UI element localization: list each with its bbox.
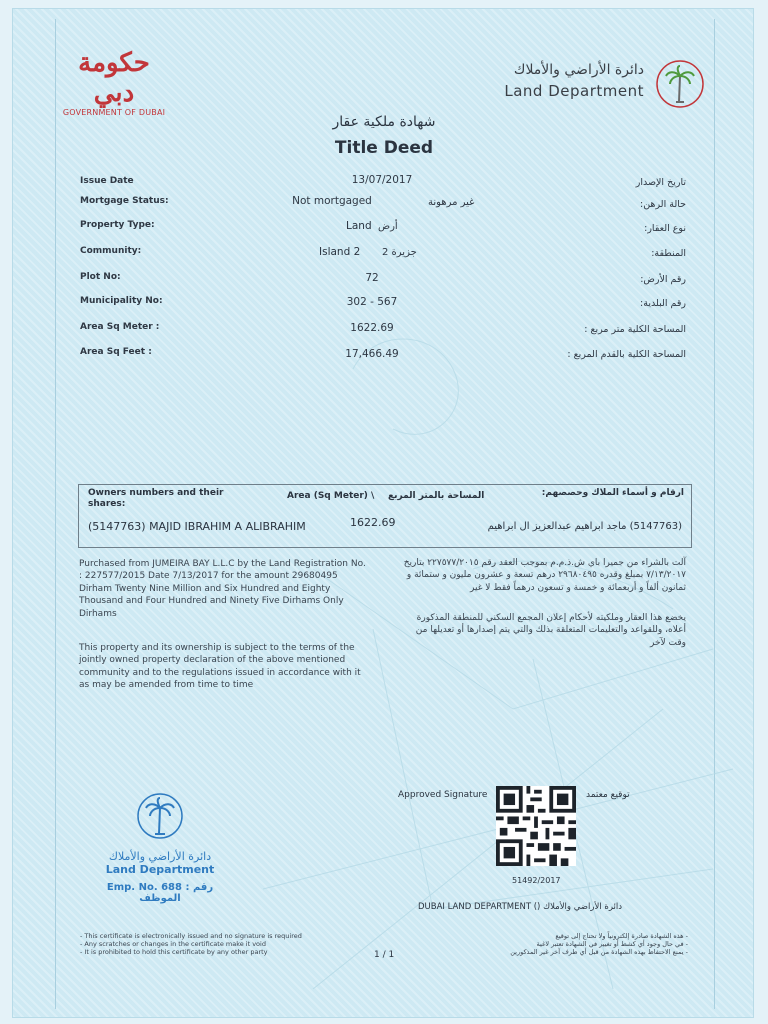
field-label-plot-no-ar: رقم الأرض:: [640, 274, 686, 285]
area-header: Area (Sq Meter) \: [287, 491, 375, 501]
field-value-mortgage-ar: غير مرهونة: [428, 197, 475, 208]
field-label-issue-date: Issue Date: [80, 176, 134, 186]
field-value-area-sqft: 17,466.49: [345, 348, 399, 360]
owners-header: Owners numbers and their shares:: [88, 488, 224, 509]
area-header-ar: المساحة بالمتر المربع: [388, 491, 485, 501]
field-value-community: Island 2: [319, 246, 361, 258]
footer-note: - This certificate is electronically issued and no signature is required: [80, 932, 302, 940]
owner-name-ar: (5147763) ماجد ابراهيم عبدالعزيز ال ابراهيم: [487, 521, 682, 532]
owners-header-ar: ارقام و أسماء الملاك وحصصهم:: [541, 488, 684, 498]
field-label-municipality-no-ar: رقم البلدية:: [640, 298, 686, 309]
palm-tree-icon: [654, 58, 706, 110]
footer-note: - Any scratches or changes in the certificate make it void: [80, 940, 266, 948]
footer-note-ar: - في حال وجود أي كشط أو تغيير في الشهادة تعتبر لاغية: [536, 940, 688, 948]
field-value-issue-date: 13/07/2017: [351, 174, 413, 186]
page-number: 1 / 1: [374, 950, 395, 960]
footer-notes-ar: [430, 932, 688, 956]
title-arabic: شهادة ملكية عقار: [332, 114, 436, 130]
field-label-property-type-ar: نوع العقار:: [644, 223, 686, 234]
qr-code-icon: [496, 786, 576, 866]
field-value-property-type-ar: أرض: [378, 221, 398, 232]
qr-number: 51492/2017: [512, 876, 561, 885]
footer-note-ar: - يمنع الاحتفاظ بهذه الشهادة من قبل أي طرف آخر غير المذكورين: [510, 948, 688, 956]
owner-name: (5147763) MAJID IBRAHIM A ALIBRAHIM: [88, 520, 306, 533]
approved-signature-label: Approved Signature: [398, 790, 488, 800]
approved-signature-label-ar: توقيع معتمد: [586, 790, 630, 800]
dld-logo-arabic: دائرة الأراضي والأملاك: [513, 62, 644, 78]
land-department-logo: [494, 62, 710, 110]
government-of-dubai-logo: [54, 48, 174, 117]
field-label-mortgage: Mortgage Status:: [80, 196, 169, 206]
footer-note: - It is prohibited to hold this certificate by any other party: [80, 948, 268, 956]
purchase-paragraph: Purchased from JUMEIRA BAY L.L.C by the Land Registration No. : 227577/2015 Date 7/13/2017 for the amount 29680495 Dirham Twenty Nine Million and Six Hundred and Eighty Thousand and Four Hundred and Ninety Five Dirhams Only Dirhams: [79, 559, 366, 619]
field-label-property-type: Property Type:: [80, 220, 155, 230]
owner-area: 1622.69: [350, 516, 396, 529]
dld-logo-english: Land Department: [504, 82, 644, 100]
field-value-area-sqm: 1622.69: [350, 322, 394, 334]
subject-paragraph: This property and its ownership is subject to the terms of the jointly owned property declaration of the above mentioned community and to the regulations issued in accordance with it as may be amended from time to time: [79, 643, 361, 691]
subject-paragraph-ar: يخضع هذا العقار وملكيته لأحكام إعلان المجمع السكني للمنطقة المذكورة أعلاه، وللقواعد والتعليمات المتعلقة بذلك والتي يتم إصدارها أو تعديلها من وقت لآخر: [415, 613, 686, 648]
field-label-community-ar: المنطقة:: [651, 248, 686, 259]
field-value-property-type: Land: [346, 220, 372, 232]
title-english: Title Deed: [334, 138, 434, 158]
purchase-paragraph-ar: آلت بالشراء من جميرا باي ش.ذ.م.م بموجب العقد رقم ٢٢٧٥٧٧/٢٠١٥ بتاريخ ٧/١٣/٢٠١٧ بمبلغ وقدره ٢٩٦٨٠٤٩٥ درهم تسعة و عشرون مليون و ستمائة و ثمانون ألفاً و أربعمائة و خمسة و تسعون درهماً فقط لا غير: [403, 558, 686, 593]
field-value-community-ar: جزيرة 2: [382, 247, 417, 258]
footer-note-ar: - هذه الشهادة صادرة إلكترونياً ولا تحتاج إلى توقيع: [555, 932, 688, 940]
stamp-text-en: Land Department: [105, 863, 215, 876]
employee-number: Emp. No. 688 : رقم الموظف: [106, 882, 214, 904]
field-label-community: Community:: [80, 246, 142, 256]
field-label-municipality-no: Municipality No:: [80, 296, 163, 306]
gov-logo-arabic: حكومة دبي: [78, 48, 150, 108]
field-value-mortgage: Not mortgaged: [292, 195, 372, 207]
field-label-area-sqm: Area Sq Meter :: [80, 322, 160, 332]
footer-notes-en: [80, 932, 380, 956]
stamp-text-ar: دائرة الأراضي والأملاك: [108, 850, 212, 863]
field-label-plot-no: Plot No:: [80, 272, 121, 282]
field-label-area-sqm-ar: المساحة الكلية متر مربع :: [584, 324, 686, 335]
field-label-mortgage-ar: حالة الرهن:: [640, 199, 686, 210]
land-department-stamp: [100, 790, 220, 904]
field-label-issue-date-ar: تاريخ الإصدار: [635, 177, 686, 188]
field-value-municipality-no: 302 - 567: [346, 296, 398, 308]
field-value-plot-no: 72: [365, 272, 379, 284]
field-label-area-sqft: Area Sq Feet :: [80, 347, 152, 357]
gov-logo-english: GOVERNMENT OF DUBAI: [62, 108, 166, 117]
department-line: DUBAI LAND DEPARTMENT () دائرة الأراضي والأملاك: [418, 902, 623, 912]
stamp-palm-icon: [132, 790, 188, 842]
field-label-area-sqft-ar: المساحة الكلية بالقدم المربع :: [567, 349, 686, 360]
